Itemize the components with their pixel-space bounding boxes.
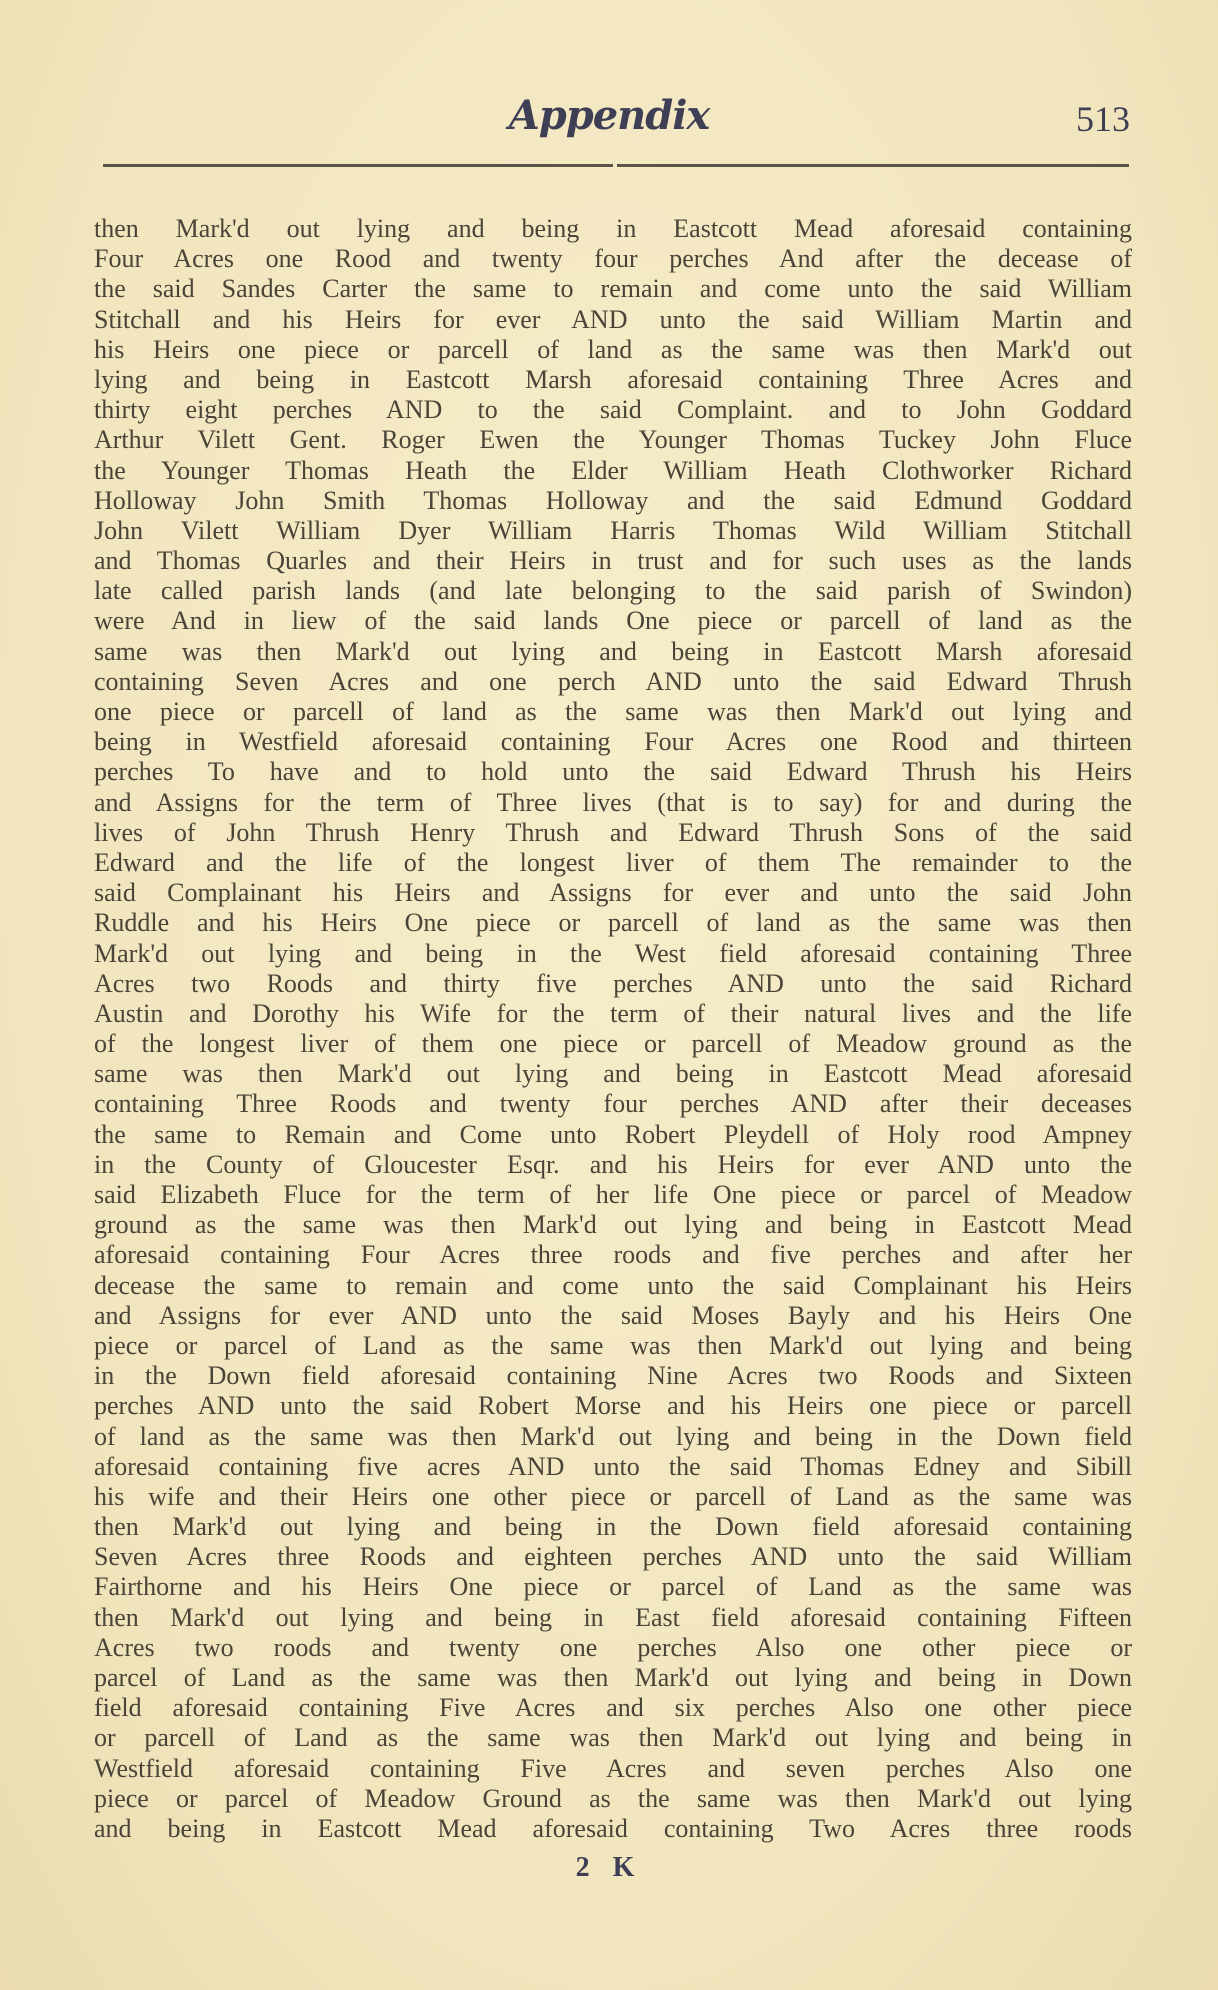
- text-line: same was then Mark'd out lying and being in Eastcott Mead aforesaid: [94, 1059, 1132, 1089]
- text-line: aforesaid containing five acres AND unto the said Thomas Edney and Sibill: [94, 1451, 1132, 1481]
- text-line: ground as the same was then Mark'd out lying and being in Eastcott Mead: [94, 1210, 1132, 1240]
- text-line: Ruddle and his Heirs One piece or parcell of land as the same was then: [94, 908, 1132, 938]
- text-line: said Complainant his Heirs and Assigns for ever and unto the said John: [94, 878, 1132, 908]
- text-line: Arthur Vilett Gent. Roger Ewen the Younger Thomas Tuckey John Fluce: [94, 425, 1132, 455]
- text-line: lying and being in Eastcott Marsh aforesaid containing Three Acres and: [94, 364, 1132, 394]
- text-line: thirty eight perches AND to the said Complaint. and to John Goddard: [94, 395, 1132, 425]
- text-line: and Assigns for ever AND unto the said Moses Bayly and his Heirs One: [94, 1300, 1132, 1330]
- text-line: were And in liew of the said lands One piece or parcell of land as the: [94, 606, 1132, 636]
- text-line: the Younger Thomas Heath the Elder William Heath Clothworker Richard: [94, 455, 1132, 485]
- text-line: containing Seven Acres and one perch AND unto the said Edward Thrush: [94, 666, 1132, 696]
- text-line: Seven Acres three Roods and eighteen perches AND unto the said William: [94, 1542, 1132, 1572]
- text-line: perches To have and to hold unto the said Edward Thrush his Heirs: [94, 757, 1132, 787]
- text-line: John Vilett William Dyer William Harris Thomas Wild William Stitchall: [94, 515, 1132, 545]
- text-line: piece or parcel of Land as the same was then Mark'd out lying and being: [94, 1330, 1132, 1360]
- text-line: and Thomas Quarles and their Heirs in trust and for such uses as the lands: [94, 546, 1132, 576]
- text-line: parcel of Land as the same was then Mark'd out lying and being in Down: [94, 1663, 1132, 1692]
- text-line: in the County of Gloucester Esqr. and his Heirs for ever AND unto the: [94, 1149, 1132, 1179]
- text-line: his Heirs one piece or parcell of land as the same was then Mark'd out: [94, 334, 1132, 364]
- text-line: Edward and the life of the longest liver of them The remainder to the: [94, 847, 1132, 877]
- signature-mark: 2 K: [575, 1852, 643, 1883]
- text-line: then Mark'd out lying and being in Eastcott Mead aforesaid containing: [94, 214, 1132, 243]
- text-line: piece or parcel of Meadow Ground as the same was then Mark'd out lying: [94, 1783, 1132, 1813]
- text-line: Stitchall and his Heirs for ever AND unto the said William Martin and: [94, 304, 1132, 334]
- text-line: Westfield aforesaid containing Five Acres and seven perches Also one: [94, 1753, 1132, 1783]
- text-line: same was then Mark'd out lying and being in Eastcott Marsh aforesaid: [94, 636, 1132, 666]
- text-line: his wife and their Heirs one other piece or parcell of Land as the same was: [94, 1481, 1132, 1511]
- text-line: of land as the same was then Mark'd out lying and being in the Down field: [94, 1421, 1132, 1451]
- text-line: Acres two Roods and thirty five perches AND unto the said Richard: [94, 968, 1132, 998]
- text-line: perches AND unto the said Robert Morse and his Heirs one piece or parcell: [94, 1391, 1132, 1421]
- text-line: decease the same to remain and come unto the said Complainant his Heirs: [94, 1270, 1132, 1300]
- header-rule-left: [103, 164, 613, 167]
- text-line: the said Sandes Carter the same to remain and come unto the said William: [94, 274, 1132, 304]
- text-line: lives of John Thrush Henry Thrush and Edward Thrush Sons of the said: [94, 817, 1132, 847]
- text-line: Acres two roods and twenty one perches Also one other piece or: [94, 1632, 1132, 1662]
- text-line: Holloway John Smith Thomas Holloway and the said Edmund Goddard: [94, 485, 1132, 515]
- text-line: late called parish lands (and late belonging to the said parish of Swindon): [94, 576, 1132, 606]
- text-line: then Mark'd out lying and being in the Down field aforesaid containing: [94, 1512, 1132, 1542]
- text-line: and being in Eastcott Mead aforesaid containing Two Acres three roods: [94, 1813, 1132, 1843]
- text-line: said Elizabeth Fluce for the term of her life One piece or parcel of Meadow: [94, 1180, 1132, 1209]
- body-text: [94, 214, 1132, 1844]
- text-line: Fairthorne and his Heirs One piece or parcel of Land as the same was: [94, 1572, 1132, 1602]
- text-line: or parcell of Land as the same was then Mark'd out lying and being in: [94, 1723, 1132, 1753]
- header-rule-right: [617, 164, 1129, 167]
- text-line: field aforesaid containing Five Acres and six perches Also one other piece: [94, 1693, 1132, 1723]
- text-line: one piece or parcell of land as the same was then Mark'd out lying and: [94, 697, 1132, 726]
- text-line: then Mark'd out lying and being in East field aforesaid containing Fifteen: [94, 1602, 1132, 1632]
- text-line: aforesaid containing Four Acres three roods and five perches and after her: [94, 1240, 1132, 1270]
- text-line: the same to Remain and Come unto Robert Pleydell of Holy rood Ampney: [94, 1119, 1132, 1149]
- text-line: in the Down field aforesaid containing Nine Acres two Roods and Sixteen: [94, 1361, 1132, 1391]
- text-line: of the longest liver of them one piece or parcell of Meadow ground as the: [94, 1029, 1132, 1059]
- text-line: Mark'd out lying and being in the West field aforesaid containing Three: [94, 938, 1132, 968]
- text-line: containing Three Roods and twenty four perches AND after their deceases: [94, 1089, 1132, 1119]
- text-line: and Assigns for the term of Three lives (that is to say) for and during the: [94, 787, 1132, 817]
- text-line: Austin and Dorothy his Wife for the term of their natural lives and the life: [94, 998, 1132, 1028]
- page-number: 513: [1076, 99, 1130, 139]
- text-line: Four Acres one Rood and twenty four perches And after the decease of: [94, 244, 1132, 274]
- text-line: being in Westfield aforesaid containing Four Acres one Rood and thirteen: [94, 727, 1132, 757]
- running-header-title: Appendix: [508, 92, 710, 139]
